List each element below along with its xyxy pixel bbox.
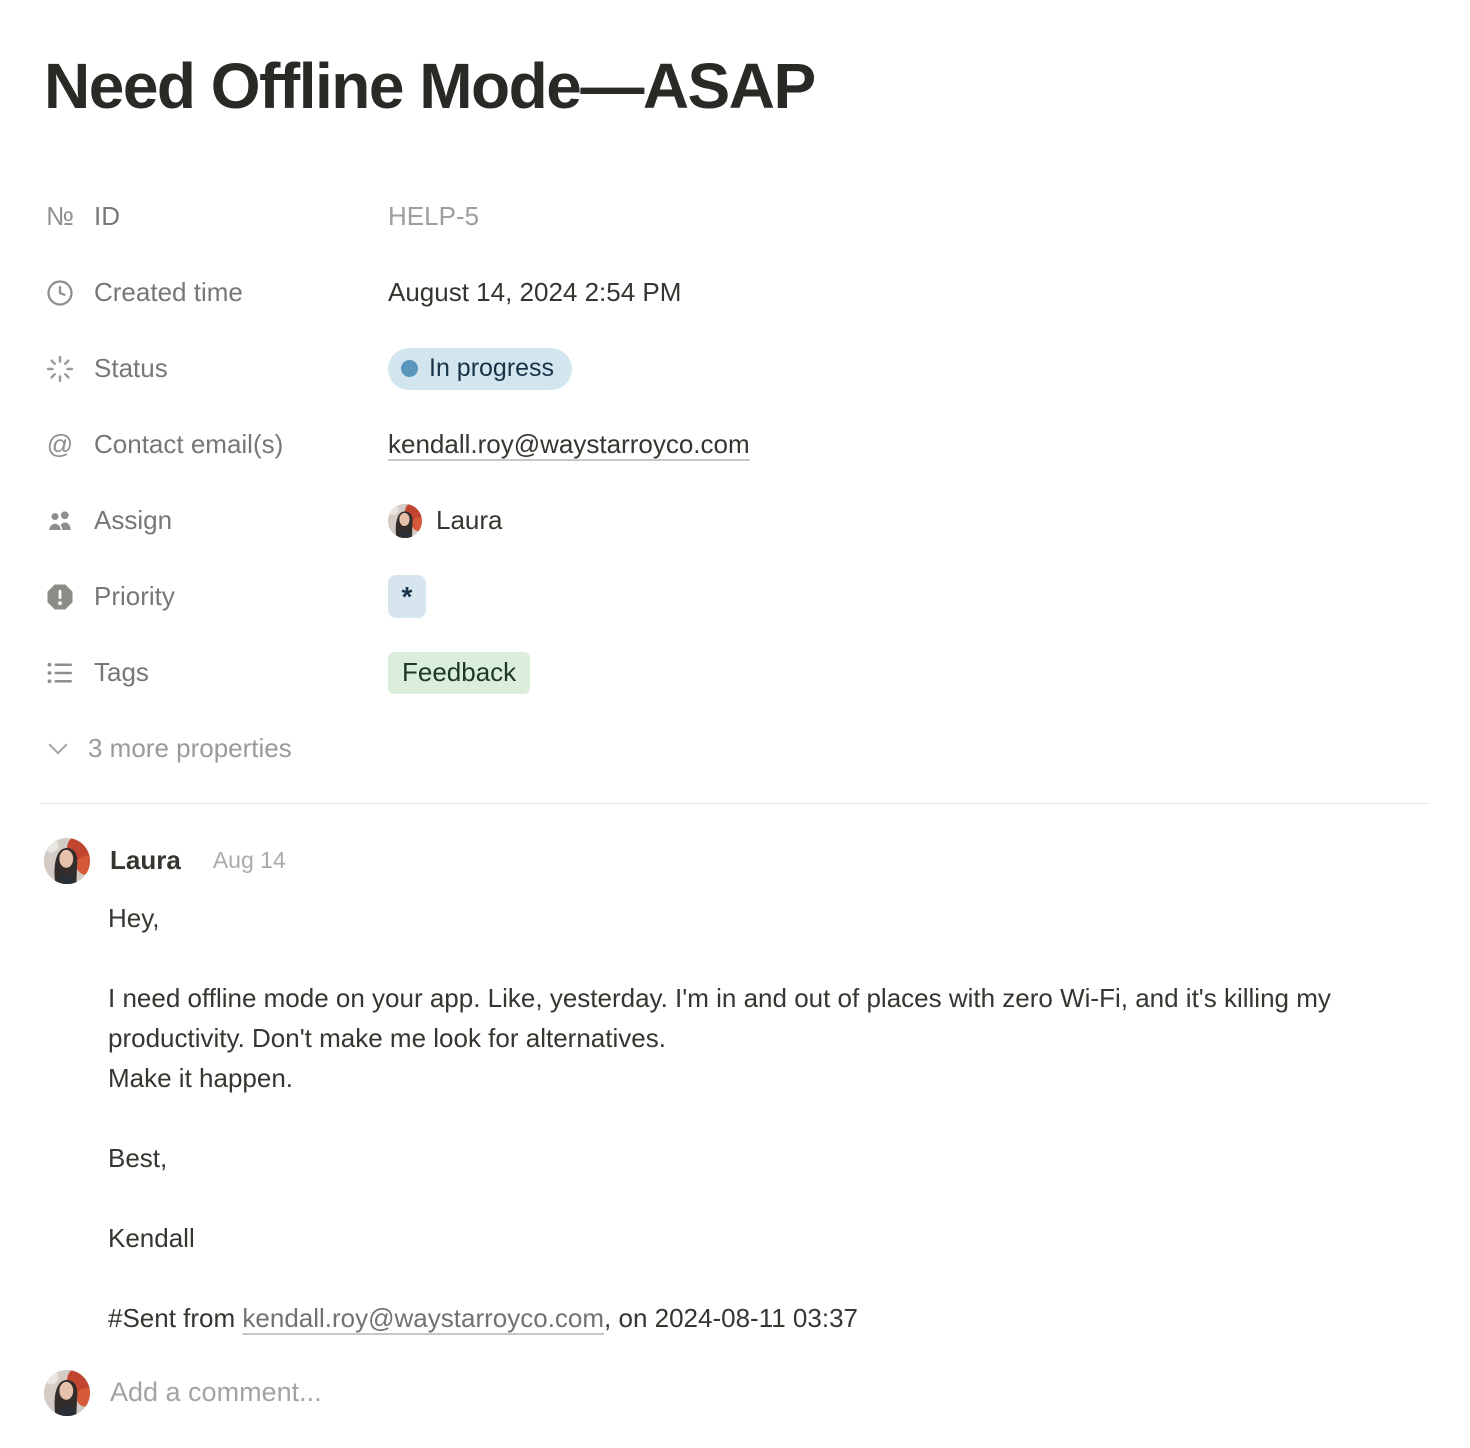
property-label-status[interactable] [44, 353, 388, 385]
property-label-text: Status [94, 353, 168, 384]
property-value-contact-email[interactable] [388, 429, 1430, 460]
property-label-text: Contact email(s) [94, 429, 284, 460]
sent-from-prefix: #Sent from [108, 1302, 243, 1333]
property-value-assign[interactable] [388, 504, 1430, 538]
comment-signature: Kendall [108, 1222, 195, 1253]
created-time-value: August 14, 2024 2:54 PM [388, 277, 682, 308]
comment-author-name: Laura [110, 845, 181, 876]
clock-icon [44, 277, 76, 309]
status-dot-icon [401, 360, 418, 377]
page-title[interactable]: Need Offline Mode—ASAP [44, 50, 815, 122]
property-value-priority[interactable] [388, 575, 1430, 618]
at-icon: @ [46, 429, 74, 460]
sent-from-suffix: , on 2024-08-11 03:37 [604, 1302, 858, 1333]
priority-badge[interactable]: * [388, 575, 426, 618]
comment-author-avatar [44, 838, 90, 884]
spinner-icon [44, 353, 76, 385]
property-label-created-time[interactable] [44, 277, 388, 309]
property-label-text: Priority [94, 581, 175, 612]
id-value: HELP-5 [388, 201, 480, 232]
property-label-assign[interactable] [44, 505, 388, 537]
properties-panel [44, 179, 1430, 787]
sent-from-email-link[interactable]: kendall.roy@waystarroyco.com [242, 1302, 605, 1333]
property-label-id[interactable] [44, 201, 388, 233]
property-value-created-time[interactable] [388, 277, 1430, 308]
comment-paragraph [108, 978, 1430, 1098]
property-label-text: Created time [94, 277, 243, 308]
property-row-assign [44, 483, 1430, 559]
property-label-tags[interactable] [44, 657, 388, 689]
property-value-tags[interactable] [388, 652, 1430, 694]
comment-body-line-2: Make it happen. [108, 1062, 294, 1093]
assignee-avatar [388, 504, 422, 538]
comment-thread [44, 838, 1430, 1338]
status-badge-label: In progress [429, 354, 555, 383]
property-row-priority [44, 559, 1430, 635]
comment-input-avatar [44, 1370, 90, 1416]
comment-header [44, 838, 1430, 884]
more-properties-label: 3 more properties [88, 733, 292, 764]
tag-badge[interactable]: Feedback [388, 652, 530, 694]
comment-body-line-1: I need offline mode on your app. Like, yesterday. I'm in and out of places with zero Wi-Fi, and it's killing my productivity. Don't make me look for alternatives. [108, 982, 1331, 1053]
contact-email-link[interactable]: kendall.roy@waystarroyco.com [388, 429, 750, 460]
property-value-status[interactable] [388, 348, 1430, 390]
comment-date: Aug 14 [212, 847, 286, 874]
more-properties-button[interactable] [44, 711, 1430, 787]
numero-icon: № [46, 201, 74, 232]
comment-input[interactable]: Add a comment... [110, 1377, 322, 1408]
property-row-tags [44, 635, 1430, 711]
property-value-id[interactable] [388, 201, 1430, 232]
people-icon [44, 505, 76, 537]
property-row-id [44, 179, 1430, 255]
property-label-text: Assign [94, 505, 173, 536]
comment-closing: Best, [108, 1142, 168, 1173]
chevron-down-icon [44, 735, 72, 763]
property-label-text: ID [94, 201, 120, 232]
assignee-name: Laura [436, 505, 503, 536]
status-badge[interactable] [388, 348, 572, 390]
bulleted-list-icon [44, 657, 76, 689]
property-label-priority[interactable] [44, 581, 388, 613]
alert-octagon-icon [44, 581, 76, 613]
property-label-contact-email[interactable] [44, 429, 388, 461]
property-row-status [44, 331, 1430, 407]
comment-body [108, 898, 1430, 1338]
property-row-created-time [44, 255, 1430, 331]
comment-greeting: Hey, [108, 902, 160, 933]
comment-input-row [44, 1370, 1430, 1416]
property-row-contact-email [44, 407, 1430, 483]
divider [40, 803, 1430, 804]
property-label-text: Tags [94, 657, 149, 688]
assignee-chip[interactable] [388, 504, 503, 538]
sent-from-line [108, 1298, 1430, 1338]
